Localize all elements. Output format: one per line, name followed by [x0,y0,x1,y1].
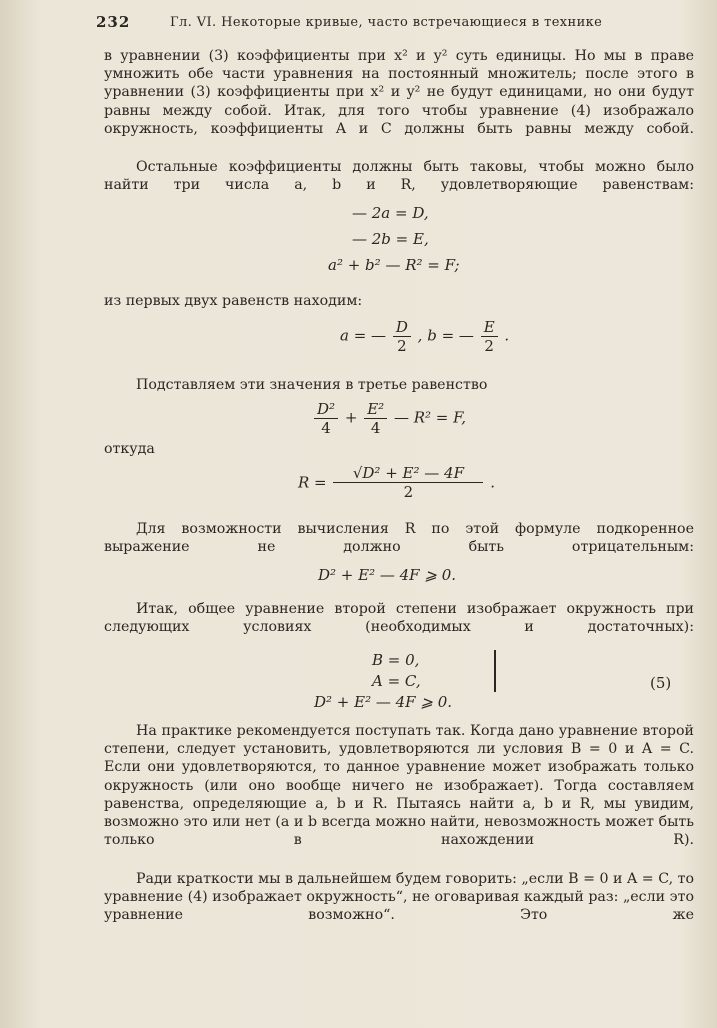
eq-ab-end: . [504,326,510,345]
eq-r-end: . [490,473,495,492]
paragraph-3: из первых двух равенств находим: [104,293,363,309]
equation-condition: D² + E² — 4F ⩾ 0. [318,566,457,584]
paragraph-1: в уравнении (3) коэффициенты при x² и y² суть единицы. Но мы в праве умножить обе части уравнения на постоянный множитель; после этого в уравнении (3) коэффициенты при x² и y² не будут единицами, но они будут равны между собой. Итак, для того чтобы уравнение (4) изображало окружность, коэффициенты A и C должны быть равны между собой. [104,48,694,137]
equation-ab [340,318,509,355]
a-lhs: a = — [340,326,387,345]
system-brace [494,650,496,692]
equation-2: — 2b = E, [352,230,429,248]
paragraph-8: На практике рекомендуется поступать так. Когда дано уравнение второй степени, следует установить, удовлетворяются ли условия B = 0 и A = C. Если они удовлетворяются, то данное уравнение может изображать только окружность (или оно вообще ничего не изображает). Тогда составляем равенства, определяющие a, b и R. Пытаясь найти a, b и R, мы увидим, возможно это или нет (a и b всегда можно найти, невозможность может быть только в нахождении R). [104,723,694,849]
paragraph-4: Подставляем эти значения в третье равенство [136,377,488,393]
running-title: Гл. VI. Некоторые кривые, часто встречающиеся в технике [170,15,603,30]
paragraph-7: Итак, общее уравнение второй степени изображает окружность при следующих условиях (необходимых и достаточных): [104,601,694,636]
plus-sign: + [344,408,358,427]
denominator-2: 2 [397,337,407,355]
numerator-d2: D² [314,400,338,419]
paragraph-6: Для возможности вычисления R по этой формуле подкоренное выражение не должно быть отрицательным: [104,521,694,556]
b-lhs: , b = — [417,326,474,345]
fraction-d-over-2 [393,318,411,355]
system-line-3: D² + E² — 4F ⩾ 0. [314,693,453,711]
fraction-d2-over-4 [314,400,338,437]
radicand: √D² + E² — 4F [333,464,483,483]
equation-substitution [312,400,466,437]
paragraph-5: откуда [104,441,155,457]
numerator-e: E [481,318,498,337]
r-lhs: R = [298,473,327,492]
denominator-r: 2 [403,483,414,501]
equation-label-5: (5) [650,674,672,692]
paragraph-2: Остальные коэффициенты должны быть таковы, чтобы можно было найти три числа a, b и R, удовлетворяющие равенствам: [104,159,694,194]
numerator-d: D [393,318,411,337]
sub-rest: — R² = F, [393,408,466,427]
equation-1: — 2a = D, [352,204,429,222]
system-line-1: B = 0, [372,651,420,669]
equation-r [298,464,495,501]
paragraph-9: Ради краткости мы в дальнейшем будем говорить: „если B = 0 и A = C, то уравнение (4) изображает окружность“, не оговаривая каждый раз: „если это уравнение возможно“. Это же [104,871,694,924]
denominator-4: 4 [321,419,331,437]
denominator-2b: 2 [484,337,494,355]
system-line-2: A = C, [372,672,421,690]
fraction-e-over-2 [481,318,498,355]
fraction-sqrt-over-2 [333,464,483,501]
numerator-e2: E² [364,400,387,419]
equation-3: a² + b² — R² = F; [328,256,460,274]
page-number: 232 [96,13,131,31]
denominator-4b: 4 [370,419,381,437]
fraction-e2-over-4 [364,400,387,437]
